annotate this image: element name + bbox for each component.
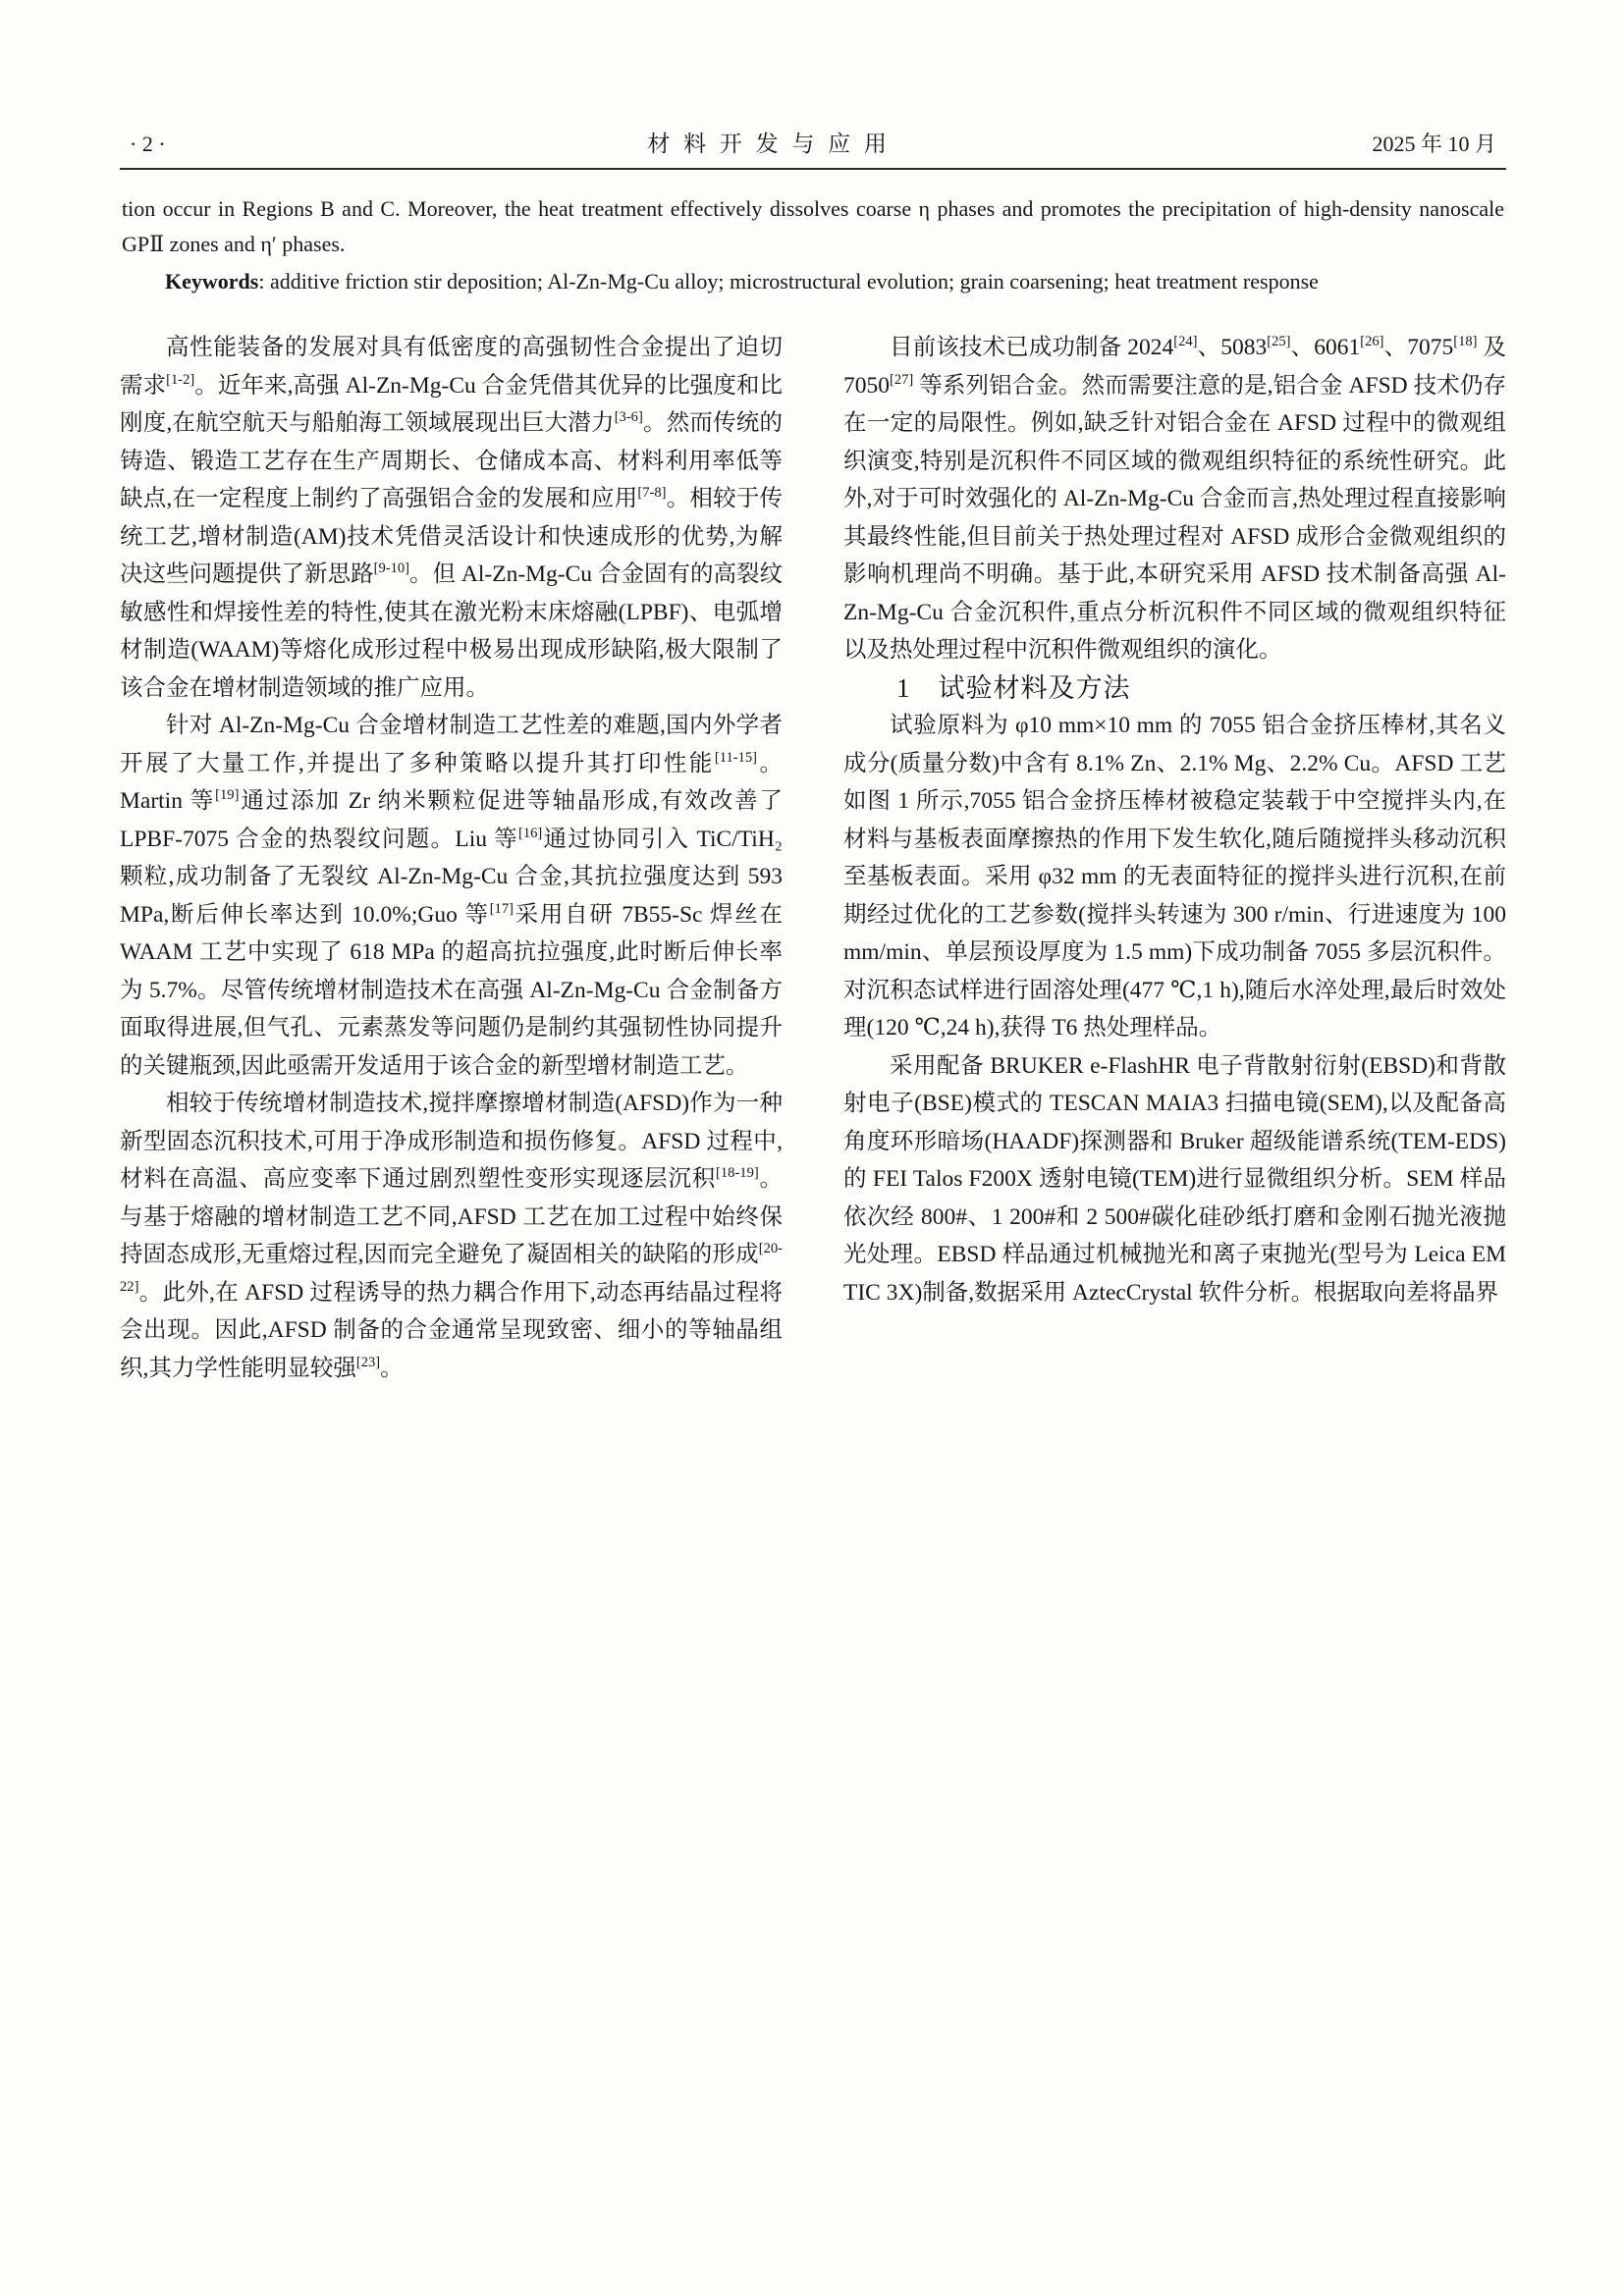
section-1-heading (843, 669, 1506, 708)
keywords-line (122, 264, 1504, 299)
right-column (843, 329, 1506, 1387)
page-header (120, 126, 1506, 168)
paragraph: 目前该技术已成功制备 2024[24]、5083[25]、6061[26]、7075[18] 及 7050[27] 等系列铝合金。然而需要注意的是,铝合金 AFSD 技术仍存在一定的局限性。例如,缺乏针对铝合金在 AFSD 过程中的微观组织演变,特别是沉积件不同区域的微观组织特征的系统性研究。此外,对于可时效强化的 Al-Zn-Mg-Cu 合金而言,热处理过程直接影响其最终性能,但目前关于热处理过程对 AFSD 成形合金微观组织的影响机理尚不明确。基于此,本研究采用 AFSD 技术制备高强 Al-Zn-Mg-Cu 合金沉积件,重点分析沉积件不同区域的微观组织特征以及热处理过程中沉积件微观组织的演化。 (843, 334, 1507, 663)
keywords-label: Keywords (165, 269, 259, 294)
keywords-body: : additive friction stir deposition; Al-Zn-Mg-Cu alloy; microstructural evolution; grain coarsening; heat treatment response (258, 269, 1319, 294)
page-number: · 2 · (130, 132, 166, 156)
section-title: 试验材料及方法 (938, 672, 1131, 703)
header-rule (120, 168, 1506, 170)
paragraph: 相较于传统增材制造技术,搅拌摩擦增材制造(AFSD)作为一种新型固态沉积技术,可用于净成形制造和损伤修复。AFSD 过程中,材料在高温、高应变率下通过剧烈塑性变形实现逐层沉积[18-19]。与基于熔融的增材制造工艺不同,AFSD 工艺在加工过程中始终保持固态成形,无重熔过程,因而完全避免了凝固相关的缺陷的形成[20-22]。此外,在 AFSD 过程诱导的热力耦合作用下,动态再结晶过程将会出现。因此,AFSD 制备的合金通常呈现致密、细小的等轴晶组织,其力学性能明显较强[23]。 (120, 1091, 783, 1381)
journal-title: 材 料 开 发 与 应 用 (647, 132, 891, 156)
page-content (120, 126, 1506, 1387)
section-number: 1 (896, 672, 911, 703)
paragraph: 高性能装备的发展对具有低密度的高强韧性合金提出了迫切需求[1-2]。近年来,高强 Al-Zn-Mg-Cu 合金凭借其优异的比强度和比刚度,在航空航天与船舶海工领域展现出巨大潜力[3-6]。然而传统的铸造、锻造工艺存在生产周期长、仓储成本高、材料利用率低等缺点,在一定程度上制约了高强铝合金的发展和应用[7-8]。相较于传统工艺,增材制造(AM)技术凭借灵活设计和快速成形的优势,为解决这些问题提供了新思路[9-10]。但 Al-Zn-Mg-Cu 合金固有的高裂纹敏感性和焊接性差的特性,使其在激光粉末床熔融(LPBF)、电弧增材制造(WAAM)等熔化成形过程中极易出现成形缺陷,极大限制了该合金在增材制造领域的推广应用。 (120, 335, 784, 701)
paragraph: 针对 Al-Zn-Mg-Cu 合金增材制造工艺性差的难题,国内外学者开展了大量工作,并提出了多种策略以提升其打印性能[11-15]。Martin 等[19]通过添加 Zr 纳米颗粒促进等轴晶形成,有效改善了 LPBF-7075 合金的热裂纹问题。Liu 等[16]通过协同引入 TiC/TiH₂ 颗粒,成功制备了无裂纹 Al-Zn-Mg-Cu 合金,其抗拉强度达到 593 MPa,断后伸长率达到 10.0%;Guo 等[17]采用自研 7B55-Sc 焊丝在 WAAM 工艺中实现了 618 MPa 的超高抗拉强度,此时断后伸长率为 5.7%。尽管传统增材制造技术在高强 Al-Zn-Mg-Cu 合金制备方面取得进展,但气孔、元素蒸发等问题仍是制约其强韧性协同提升的关键瓶颈,因此亟需开发适用于该合金的新型增材制造工艺。 (120, 713, 784, 1079)
left-column (120, 329, 783, 1387)
abstract-continuation: tion occur in Regions B and C. Moreover, the heat treatment effectively dissolves coarse η phases and promotes the precipitation of high-density nanoscale GPⅡ zones and η′ phases. (122, 196, 1504, 256)
paragraph: 试验原料为 φ10 mm×10 mm 的 7055 铝合金挤压棒材,其名义成分(质量分数)中含有 8.1% Zn、2.1% Mg、2.2% Cu。AFSD 工艺如图 1 所示,7055 铝合金挤压棒材被稳定装载于中空搅拌头内,在材料与基板表面摩擦热的作用下发生软化,随后随搅拌头移动沉积至基板表面。采用 φ32 mm 的无表面特征的搅拌头进行沉积,在前期经过优化的工艺参数(搅拌头转速为 300 r/min、行进速度为 100 mm/min、单层预设厚度为 1.5 mm)下成功制备 7055 多层沉积件。对沉积态试样进行固溶处理(477 ℃,1 h),随后水淬处理,最后时效处理(120 ℃,24 h),获得 T6 热处理样品。 (843, 713, 1506, 1041)
two-column-body (120, 329, 1506, 1387)
issue-date: 2025 年 10 月 (1372, 132, 1496, 156)
paragraph: 采用配备 BRUKER e-FlashHR 电子背散射衍射(EBSD)和背散射电子(BSE)模式的 TESCAN MAIA3 扫描电镜(SEM),以及配备高角度环形暗场(HAADF)探测器和 Bruker 超级能谱系统(TEM-EDS)的 FEI Talos F200X 透射电镜(TEM)进行显微组织分析。SEM 样品依次经 800#、1 200#和 2 500#碳化硅砂纸打磨和金刚石抛光液抛光处理。EBSD 样品通过机械抛光和离子束抛光(型号为 Leica EM TIC 3X)制备,数据采用 AztecCrystal 软件分析。根据取向差将晶界 (843, 1052, 1506, 1306)
